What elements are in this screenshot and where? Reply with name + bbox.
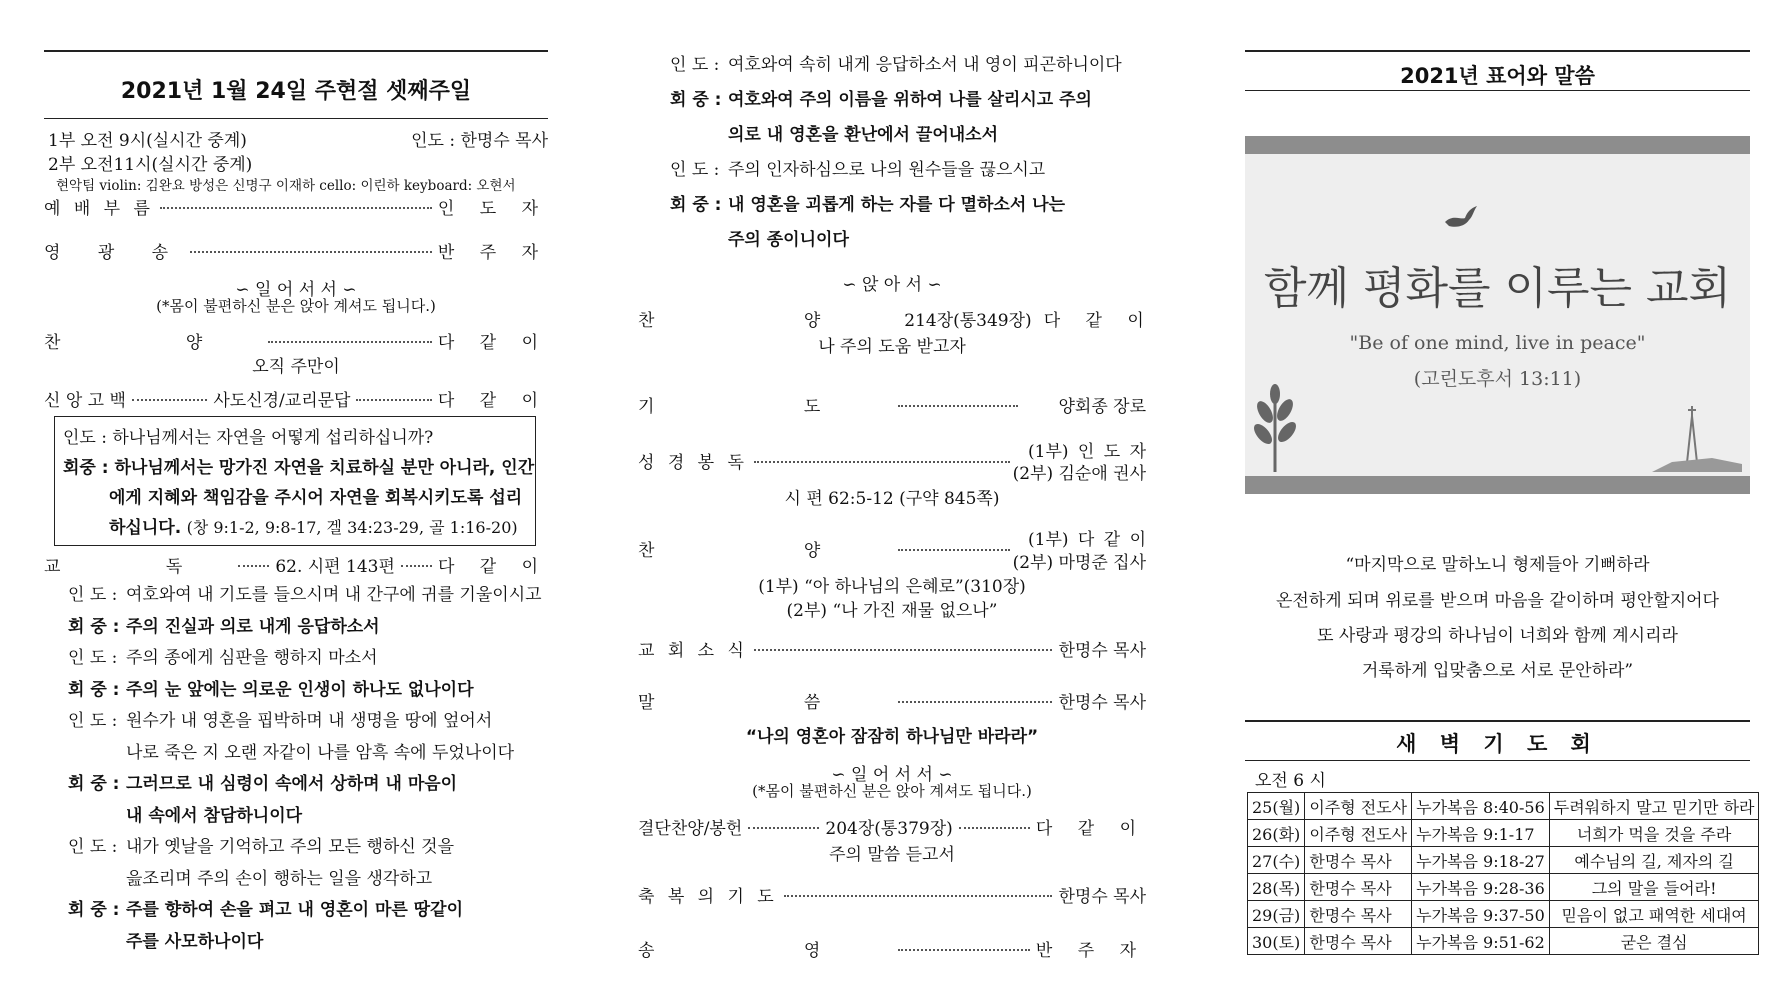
responsive-text: 나로 죽은 지 오랜 자같이 나를 암흑 속에 두었나이다 — [126, 742, 515, 763]
responsive-line — [68, 612, 548, 637]
responsive-line — [68, 864, 548, 889]
scripture-role-2: (2부) 김순애 권사 — [1012, 464, 1146, 484]
dawn-top-rule — [1245, 720, 1750, 722]
speaker-label: 회 중 : — [68, 774, 120, 794]
speaker-label: 회 중 : — [68, 679, 120, 700]
item-role: 다 같 이 — [437, 557, 549, 577]
responsive-text: 주를 향하여 손을 펴고 내 영혼이 마른 땅같이 — [126, 900, 464, 920]
responsive-text: 주의 종이니이다 — [728, 230, 849, 250]
column-order-of-worship — [44, 0, 548, 987]
responsive-line — [670, 85, 1146, 110]
item-role: 다 같 이 — [1043, 311, 1154, 331]
item-role: 한명수 목사 — [1058, 641, 1146, 661]
day-cell: 26(화) — [1248, 820, 1305, 847]
speaker-label: 회 중 : — [68, 616, 120, 637]
speaker-label — [670, 120, 728, 145]
topic-cell: 굳은 결심 — [1549, 928, 1759, 955]
choir-song-1: (1부) “아 하나님의 은혜로”(310장) — [758, 577, 1026, 597]
speaker-label — [68, 801, 126, 826]
responsive-line — [670, 50, 1146, 75]
scripture-role-1: (1부) 인 도 자 — [1028, 442, 1146, 462]
banner-top-bar — [1245, 136, 1750, 154]
day-cell: 25(월) — [1248, 793, 1305, 820]
responsive-line — [68, 738, 548, 763]
responsive-line — [68, 895, 548, 920]
gloria — [44, 238, 548, 263]
responsive-text: 내 속에서 참담하니이다 — [126, 805, 303, 826]
dawn-prayer-time: 오전 6 시 — [1255, 771, 1326, 791]
title-rule — [1245, 90, 1750, 91]
leader-dots — [160, 207, 432, 209]
scripture-cell: 누가복음 9:1-17 — [1412, 820, 1550, 847]
responsive-text: 의로 내 영혼을 환난에서 끌어내소서 — [728, 125, 999, 145]
responsive-reading-item — [44, 552, 548, 577]
item-label: 찬 양 — [638, 311, 893, 331]
day-cell: 30(토) — [1248, 928, 1305, 955]
catechism-answer-end: 하십니다. — [109, 518, 182, 538]
choir-song-2: (2부) “나 가진 재물 없으나” — [786, 601, 998, 621]
catechism-question: 인도 : 하나님께서는 자연을 어떻게 섭리하십니까? — [63, 428, 434, 448]
responsive-text: 그러므로 내 심령이 속에서 상하며 내 마음이 — [126, 774, 458, 794]
responsive-line — [68, 769, 548, 794]
stand-note: (*몸이 불편하신 분은 앉아 계셔도 됩니다.) — [156, 297, 436, 315]
item-label: 송 영 — [638, 941, 893, 961]
motto-english: "Be of one mind, live in peace" — [1349, 332, 1646, 354]
item-value: 214장(통349장) — [904, 311, 1032, 331]
item-label: 교 회 소 식 — [638, 641, 748, 661]
closing-hymn-title: 주의 말씀 듣고서 — [829, 845, 955, 865]
item-label: 찬 양 — [638, 541, 893, 561]
leader-dots — [401, 565, 432, 567]
leader-cell: 이주형 전도사 — [1305, 793, 1412, 820]
service-1-time: 1부 오전 9시(실시간 중계) — [48, 131, 247, 151]
topic-cell: 그의 말을 들어라! — [1549, 874, 1759, 901]
item-role: 반 주 자 — [1035, 941, 1146, 961]
dove-icon — [1443, 204, 1479, 234]
page-title: 2021년 1월 24일 주현절 셋째주일 — [120, 79, 472, 104]
item-role: 다 같 이 — [437, 333, 548, 353]
responsive-text: 여호와여 속히 내게 응답하소서 내 영이 피곤하니이다 — [728, 55, 1122, 75]
speaker-label: 인 도 : — [68, 837, 118, 857]
speaker-label: 인 도 : — [68, 711, 118, 731]
responsive-line — [670, 120, 1146, 145]
responsive-line — [68, 643, 548, 668]
item-role: 양회종 장로 — [1058, 397, 1146, 417]
motto-section-title: 2021년 표어와 말씀 — [1400, 64, 1595, 88]
leader-dots — [959, 827, 1030, 829]
speaker-label — [68, 927, 126, 952]
sermon-title: “나의 영혼아 잠잠히 하나님만 바라라” — [745, 727, 1039, 747]
leader-cell: 한명수 목사 — [1305, 901, 1412, 928]
leader-cell: 한명수 목사 — [1305, 847, 1412, 874]
item-value: 62. 시편 143편 — [275, 557, 395, 577]
leader-cell: 이주형 전도사 — [1305, 820, 1412, 847]
item-label: 축 복 의 기 도 — [638, 887, 778, 907]
table-row — [1248, 874, 1759, 901]
column-order-of-worship-continued — [638, 0, 1154, 987]
responsive-text: 주의 눈 앞에는 의로운 인생이 하나도 없나이다 — [126, 679, 474, 700]
table-row — [1248, 847, 1759, 874]
speaker-label: 회 중 : — [670, 195, 722, 215]
service-leader: 인도 : 한명수 목사 — [411, 131, 548, 151]
service-2-time: 2부 오전11시(실시간 중계) — [48, 155, 253, 175]
leader-dots — [898, 949, 1030, 951]
responsive-line — [68, 580, 548, 605]
stand-instruction: ∽ 일 어 서 서 ∽ — [831, 765, 953, 785]
item-label: 예 배 부 름 — [44, 199, 154, 219]
leader-dots — [268, 341, 432, 343]
sit-instruction: ∽ 앉 아 서 ∽ — [842, 275, 942, 295]
leader-dots — [784, 895, 1053, 897]
church-icon — [1652, 402, 1742, 472]
leader-dots — [898, 405, 1018, 407]
olive-branch-icon — [1245, 382, 1305, 472]
speaker-label — [670, 225, 728, 250]
banner-bottom-bar — [1245, 476, 1750, 494]
catechism-reference: (창 9:1-2, 9:8-17, 겔 34:23-29, 골 1:16-20) — [186, 518, 518, 537]
speaker-label: 인 도 : — [68, 648, 118, 668]
topic-cell: 예수님의 길, 제자의 길 — [1549, 847, 1759, 874]
creed-item — [44, 386, 548, 411]
motto-reference: (고린도후서 13:11) — [1413, 368, 1582, 390]
speaker-label: 인 도 : — [670, 160, 720, 180]
scripture-cell: 누가복음 8:40-56 — [1412, 793, 1550, 820]
hymn-title: 오직 주만이 — [252, 357, 340, 377]
speaker-label: 회 중 : — [670, 90, 722, 110]
scripture-cell: 누가복음 9:37-50 — [1412, 901, 1550, 928]
speaker-label: 회 중 : — [68, 900, 120, 920]
responsive-text: 여호와여 내 기도를 들으시며 내 간구에 귀를 기울이시고 — [126, 585, 542, 605]
item-role: 인 도 자 — [437, 199, 548, 219]
choir-role-1: (1부) 다 같 이 — [1028, 530, 1146, 550]
leader-cell: 한명수 목사 — [1305, 874, 1412, 901]
topic-cell: 믿음이 없고 패역한 세대여 — [1549, 901, 1759, 928]
verse-line: “마지막으로 말하노니 형제들아 기뻐하라 — [1345, 555, 1650, 575]
topic-cell: 너희가 먹을 것을 주라 — [1549, 820, 1759, 847]
item-role: 한명수 목사 — [1058, 887, 1146, 907]
responsive-line — [670, 190, 1146, 215]
topic-cell: 두려워하지 말고 믿기만 하라 — [1549, 793, 1759, 820]
call-to-worship — [44, 194, 548, 219]
item-label: 영 광 송 — [44, 243, 185, 263]
day-cell: 28(목) — [1248, 874, 1305, 901]
table-row — [1248, 901, 1759, 928]
announcements-item — [638, 636, 1146, 661]
item-value: 사도신경/교리문답 — [213, 391, 351, 411]
doxology-item — [638, 936, 1146, 961]
item-label: 찬 양 — [44, 333, 263, 353]
responsive-line — [68, 832, 548, 857]
speaker-label: 인 도 : — [670, 55, 720, 75]
verse-line: 거룩하게 입맞춤으로 서로 문안하라” — [1361, 661, 1634, 681]
dawn-title-rule — [1245, 760, 1750, 761]
dawn-prayer-table — [1247, 792, 1759, 955]
scripture-reference: 시 편 62:5-12 (구약 845쪽) — [784, 489, 1000, 509]
catechism-answer-1: 회중 : 하나님께서는 망가진 자연을 치료하실 분만 아니라, 인간 — [63, 458, 535, 478]
sermon-item — [638, 688, 1146, 713]
responsive-text: 내가 옛날을 기억하고 주의 모든 행하신 것을 — [126, 837, 455, 857]
responsive-text: 원수가 내 영혼을 핍박하며 내 생명을 땅에 엎어서 — [126, 711, 493, 731]
motto-text: 함께 평화를 이루는 교회 — [1264, 263, 1731, 314]
scripture-cell: 누가복음 9:18-27 — [1412, 847, 1550, 874]
responsive-line — [68, 675, 548, 700]
table-row — [1248, 793, 1759, 820]
hymn-item — [44, 328, 548, 353]
leader-dots — [132, 399, 207, 401]
responsive-text: 읊조리며 주의 손이 행하는 일을 생각하고 — [126, 868, 433, 889]
leader-dots — [898, 701, 1052, 703]
speaker-label: 인 도 : — [68, 585, 118, 605]
item-role: 반 주 자 — [437, 243, 548, 263]
responsive-text: 내 영혼을 괴롭게 하는 자를 다 멸하소서 나는 — [728, 195, 1066, 215]
item-label: 신 앙 고 백 — [44, 391, 126, 411]
responsive-text: 주의 진실과 의로 내게 응답하소서 — [126, 616, 380, 637]
leader-dots — [238, 565, 269, 567]
column-motto-and-dawn-prayer — [1245, 0, 1755, 987]
title-rule — [44, 118, 548, 119]
responsive-line — [68, 801, 548, 826]
item-role: 다 같 이 — [437, 391, 548, 411]
responsive-line — [670, 225, 1146, 250]
dawn-prayer-title: 새 벽 기 도 회 — [1396, 732, 1599, 756]
hymn-item — [638, 306, 1154, 331]
leader-cell: 한명수 목사 — [1305, 928, 1412, 955]
top-rule — [44, 50, 548, 52]
stand-instruction: ∽ 일 어 서 서 ∽ — [235, 280, 357, 300]
verse-line: 온전하게 되며 위로를 받으며 마음을 같이하며 평안할지어다 — [1276, 591, 1719, 611]
responsive-text: 여호와여 주의 이름을 위하여 나를 살리시고 주의 — [728, 90, 1092, 110]
catechism-box — [54, 416, 536, 546]
responsive-line — [68, 927, 548, 952]
item-value: 204장(통379장) — [825, 819, 953, 839]
catechism-answer-3 — [109, 513, 535, 538]
item-label: 말 씀 — [638, 693, 893, 713]
responsive-line — [670, 155, 1146, 180]
day-cell: 29(금) — [1248, 901, 1305, 928]
item-label: 결단찬양/봉헌 — [638, 819, 743, 839]
leader-dots — [356, 399, 431, 401]
responsive-text: 주의 인자하심으로 나의 원수들을 끊으시고 — [728, 160, 1046, 180]
ensemble-credits: 현악팀 violin: 김완요 방성은 신명구 이재하 cello: 이린하 keyboard: 오현서 — [56, 178, 516, 194]
speaker-label — [68, 738, 126, 763]
leader-dots — [754, 649, 1053, 651]
closing-hymn-item — [638, 814, 1146, 839]
stand-note: (*몸이 불편하신 분은 앉아 계셔도 됩니다.) — [752, 782, 1032, 800]
item-role: 다 같 이 — [1035, 819, 1146, 839]
choir-role-2: (2부) 마명준 집사 — [1012, 553, 1146, 573]
item-label: 교 독 — [44, 557, 233, 577]
motto-banner — [1245, 136, 1750, 494]
day-cell: 27(수) — [1248, 847, 1305, 874]
responsive-text: 주를 사모하나이다 — [126, 931, 264, 952]
catechism-answer-2: 에게 지혜와 책임감을 주시어 자연을 회복시키도록 섭리 — [109, 488, 523, 508]
table-row — [1248, 820, 1759, 847]
hymn-title: 나 주의 도움 받고자 — [818, 337, 966, 357]
speaker-label — [68, 864, 126, 889]
table-row — [1248, 928, 1759, 955]
scripture-cell: 누가복음 9:51-62 — [1412, 928, 1550, 955]
top-rule — [1245, 50, 1750, 52]
item-role: 한명수 목사 — [1058, 693, 1146, 713]
leader-dots — [190, 251, 432, 253]
scripture-cell: 누가복음 9:28-36 — [1412, 874, 1550, 901]
responsive-line — [68, 706, 548, 731]
item-label: 성 경 봉 독 — [638, 453, 748, 473]
prayer-item — [638, 392, 1146, 417]
responsive-text: 주의 종에게 심판을 행하지 마소서 — [126, 648, 378, 668]
verse-line: 또 사랑과 평강의 하나님이 너희와 함께 계시리라 — [1317, 626, 1678, 646]
benediction-item — [638, 882, 1146, 907]
item-label: 기 도 — [638, 397, 893, 417]
leader-dots — [748, 827, 819, 829]
